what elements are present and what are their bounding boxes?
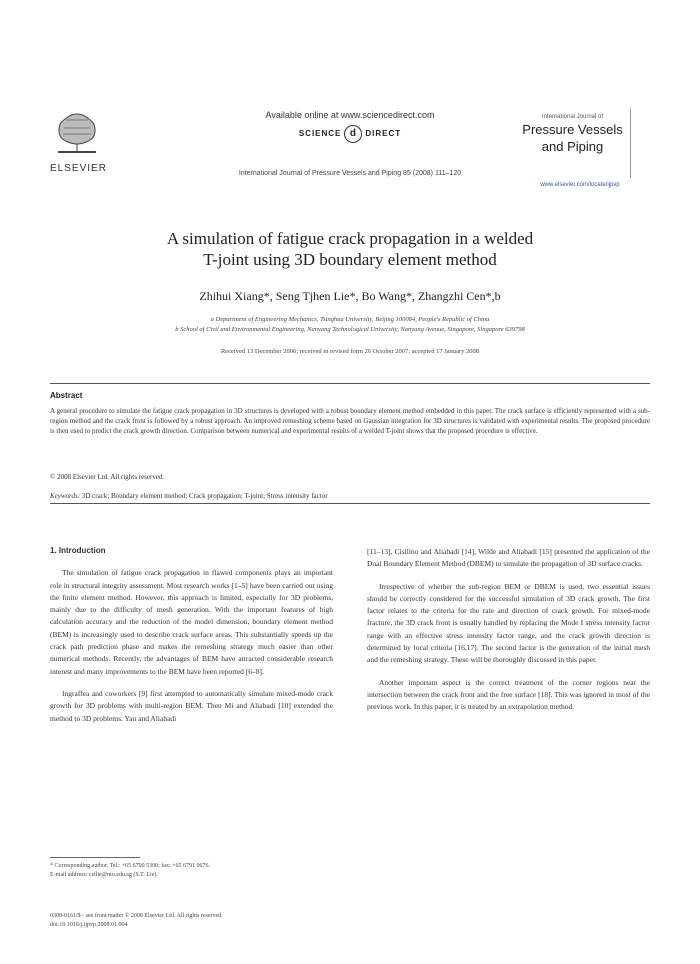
journal-title-line-2: and Piping bbox=[541, 139, 604, 154]
abstract-top-divider bbox=[50, 383, 650, 384]
article-title-line-2: T-joint using 3D boundary element method bbox=[203, 250, 497, 269]
body-paragraph: Irrespective of whether the sub-region BEM or DBEM is used, two essential issues should be correctly considered for the successful simulation of 3D crack growth. The first factor relates to the criteria for the rate and direction of crack growth. For mixed-mode fracture, the 3D crack front is usually handled by replacing the Mode I stress intensity factor range with an effective stress intensity factor range, and the crack growth direction is determined by local criteria [16,17]. The second factor is the generation of the initial mesh and the remeshing strategy. These will be thoroughly discussed in this paper. bbox=[367, 581, 650, 665]
paper-header bbox=[0, 0, 700, 200]
keywords bbox=[50, 492, 650, 500]
keywords-list: 3D crack; Boundary element method; Crack propagation; T-joint; Stress intensity factor bbox=[81, 492, 328, 500]
footnotes bbox=[50, 862, 333, 880]
section-heading-introduction: 1. Introduction bbox=[50, 546, 106, 555]
article-title bbox=[80, 228, 620, 270]
journal-caption: International Journal of bbox=[541, 114, 604, 120]
sciencedirect-label: SCIENCE bbox=[298, 129, 342, 139]
affiliation-a: a Department of Engineering Mechanics, Tsinghua University, Beijing 100084, People's Republic of China bbox=[210, 316, 490, 323]
affiliation-b: b School of Civil and Environmental Engineering, Nanyang Technological University, Nanyang Avenue, Singapore, Singapore 639798 bbox=[175, 326, 525, 333]
received-dates: Received 13 December 2006; received in revised form 26 October 2007; accepted 17 January 2008 bbox=[220, 348, 480, 355]
body-column-left bbox=[50, 545, 333, 735]
sciencedirect-label-2: DIRECT bbox=[365, 129, 402, 139]
copyright-notice: © 2008 Elsevier Ltd. All rights reserved. bbox=[50, 473, 165, 481]
footnote-divider bbox=[50, 857, 140, 858]
abstract-bottom-divider bbox=[50, 503, 650, 504]
sciencedirect-logo bbox=[270, 125, 430, 143]
body-paragraph: The simulation of fatigue crack propagation in flawed components plays an important role in structural integrity assessment. Most research works [1–5] have been carried out using the finite element method. However, this approach is limited, especially for 3D problems, mainly due to the difficulty of mesh generation. With the important features of high calculation accuracy and the reduction of the model dimension, boundary element method (BEM) is increasingly used to describe crack surface areas. This substantially speeds up the crack path prediction phase and makes the remeshing strategy much easier than other numerical methods. Recently, the advantages of BEM have attracted considerable research interest and many improvements to the BEM have been reported [6–8]. bbox=[50, 568, 333, 676]
author-list: Zhihui Xiang*, Seng Tjhen Lie*, Bo Wang*, Zhangzhi Cen*,b bbox=[199, 289, 501, 303]
footer-identifiers bbox=[50, 912, 370, 930]
elsevier-tree-icon bbox=[54, 108, 100, 154]
issn-line: 0308-0161/$ - see front matter © 2008 Elsevier Ltd. All rights reserved. bbox=[50, 913, 223, 919]
journal-title-line-1: Pressure Vessels bbox=[522, 122, 623, 137]
article-title-line-1: A simulation of fatigue crack propagation in a welded bbox=[166, 229, 534, 248]
body-paragraph: Ingraffea and coworkers [9] first attempted to automatically simulate mixed-mode crack growth for 3D problems with multi-region BEM. Then Mi and Aliabadi [10] extended the method to 3D problems. Yan and Aliabadi bbox=[50, 688, 333, 723]
abstract-body: A general procedure to simulate the fatigue crack propagation in 3D structures is developed with a robust boundary element method embedded in this paper. The crack surface is efficiently represented with a sub-region method and the crack front is followed by a robust approach. An improved remeshing scheme based on Gaussian integration for 3D structures is validated with experimental results. The proposed procedure is then used to predict the crack growth direction. Comparison between numerical and experimental results of a welded T-joint shows that the proposed procedure is effective. bbox=[50, 407, 650, 435]
journal-reference: International Journal of Pressure Vessels and Piping 85 (2008) 111–120 bbox=[238, 170, 462, 177]
journal-masthead bbox=[515, 108, 631, 178]
abstract-heading: Abstract bbox=[50, 391, 83, 400]
email-note: E-mail address: cstlie@ntu.edu.sg (S.T. Lie). bbox=[50, 872, 158, 878]
keywords-label: Keywords: bbox=[50, 492, 81, 500]
body-paragraph: Another important aspect is the correct treatment of the corner regions near the intersection between the crack front and the free surface [18]. This was ignored in most of the previous work. In this paper, it is treated by an extrapolation method. bbox=[367, 677, 650, 712]
publisher-name: ELSEVIER bbox=[50, 163, 107, 174]
sciencedirect-d-icon: d bbox=[344, 125, 362, 143]
doi-line: doi:10.1016/j.ijpvp.2008.01.004 bbox=[50, 922, 128, 928]
available-online-text: Available online at www.sciencedirect.com bbox=[265, 110, 435, 120]
body-column-right bbox=[367, 546, 650, 724]
elsevier-logo bbox=[50, 108, 105, 180]
body-paragraph: [11–13], Cisilino and Aliabadi [14], Wilde and Aliabadi [15] presented the application of the Dual Boundary Element Method (DBEM) to simulate the propagation of 3D surface cracks. bbox=[367, 547, 650, 569]
corresponding-author-note: * Corresponding author. Tel.: +65 6790 5300; fax: +65 6791 0676. bbox=[50, 863, 211, 869]
journal-homepage-link[interactable]: www.elsevier.com/locate/ijpvp bbox=[540, 182, 620, 188]
